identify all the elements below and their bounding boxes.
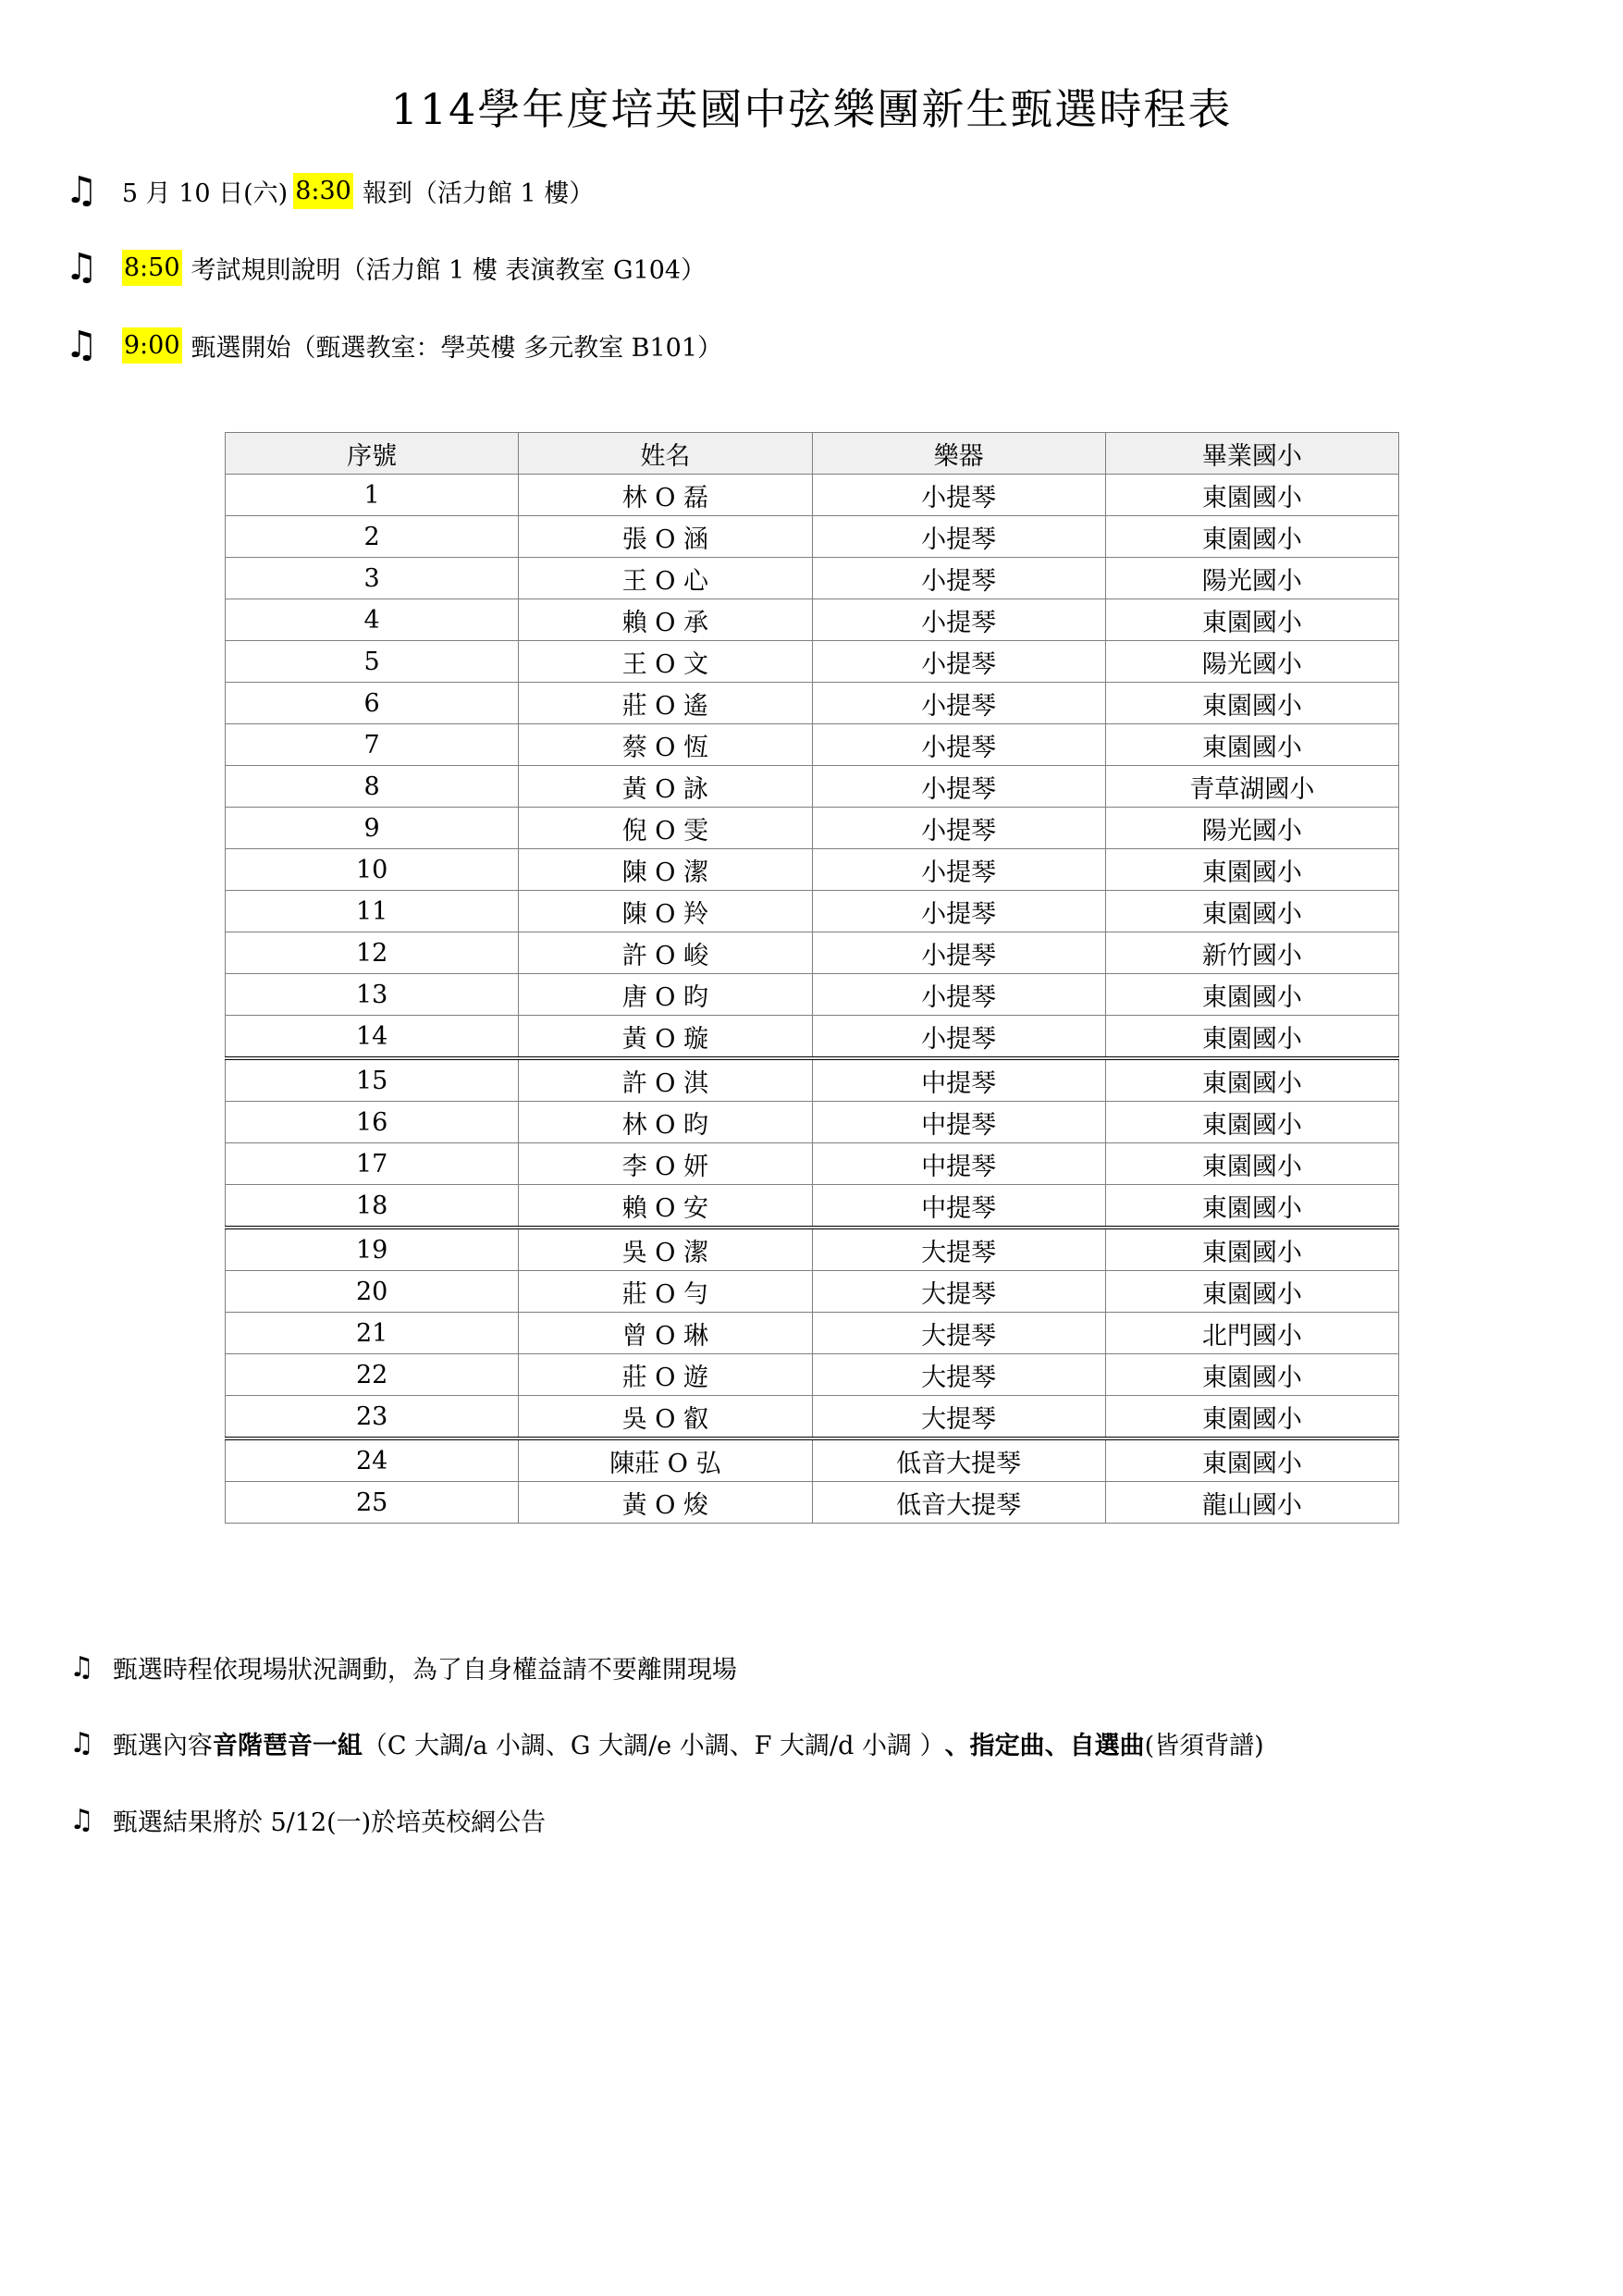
cell-name: 林 O 昀 [519,1102,812,1143]
table-row [226,891,1399,932]
cell-number: 4 [226,599,519,641]
cell-name: 吳 O 潔 [519,1228,812,1271]
cell-school: 東園國小 [1105,974,1398,1016]
table-row [226,1482,1399,1524]
cell-number: 3 [226,558,519,599]
table-row [226,1271,1399,1313]
cell-instrument: 低音大提琴 [812,1482,1105,1524]
cell-name: 莊 O 遊 [519,1354,812,1396]
cell-instrument: 小提琴 [812,932,1105,974]
schedule-time-highlight: 9:00 [122,327,182,364]
cell-instrument: 小提琴 [812,599,1105,641]
cell-school: 東園國小 [1105,1228,1398,1271]
cell-number: 7 [226,724,519,766]
cell-number: 9 [226,808,519,849]
cell-name: 林 O 磊 [519,475,812,516]
footnote-bold-scales: 音階琶音一組 [212,1731,363,1760]
audition-table [225,432,1399,1524]
music-note-icon: ♫ [69,1726,94,1759]
music-note-icon: ♫ [65,246,98,289]
cell-school: 東園國小 [1105,891,1398,932]
cell-instrument: 中提琴 [812,1058,1105,1102]
table-row [226,1058,1399,1102]
cell-name: 陳 O 羚 [519,891,812,932]
cell-school: 陽光國小 [1105,808,1398,849]
table-row [226,475,1399,516]
cell-name: 陳 O 潔 [519,849,812,891]
footnote-bold-pieces: 、指定曲、自選曲 [944,1731,1145,1760]
cell-name: 王 O 文 [519,641,812,683]
cell-school: 青草湖國小 [1105,766,1398,808]
cell-instrument: 低音大提琴 [812,1438,1105,1482]
table-row [226,599,1399,641]
cell-name: 莊 O 勻 [519,1271,812,1313]
header-school: 畢業國小 [1105,433,1398,475]
table-row [226,1354,1399,1396]
cell-number: 19 [226,1228,519,1271]
schedule-text: 考試規則說明（活力館 1 樓 表演教室 G104） [191,255,707,285]
cell-instrument: 小提琴 [812,516,1105,558]
cell-school: 東園國小 [1105,849,1398,891]
cell-instrument: 小提琴 [812,849,1105,891]
cell-number: 11 [226,891,519,932]
cell-name: 王 O 心 [519,558,812,599]
table-row [226,641,1399,683]
cell-school: 龍山國小 [1105,1482,1398,1524]
table-row [226,849,1399,891]
music-note-icon: ♫ [65,324,98,366]
footnote-schedule [69,1648,737,1685]
header-name: 姓名 [519,433,812,475]
table-row [226,974,1399,1016]
cell-number: 25 [226,1482,519,1524]
cell-name: 陳莊 O 弘 [519,1438,812,1482]
table-row [226,766,1399,808]
cell-instrument: 小提琴 [812,808,1105,849]
table-row [226,724,1399,766]
footnote-results [69,1801,546,1838]
music-note-icon: ♫ [69,1803,94,1836]
table-row [226,1143,1399,1185]
cell-instrument: 小提琴 [812,891,1105,932]
cell-number: 15 [226,1058,519,1102]
cell-name: 許 O 淇 [519,1058,812,1102]
cell-instrument: 中提琴 [812,1102,1105,1143]
cell-instrument: 中提琴 [812,1185,1105,1228]
table-row [226,558,1399,599]
cell-number: 12 [226,932,519,974]
cell-school: 東園國小 [1105,1058,1398,1102]
cell-number: 20 [226,1271,519,1313]
table-row [226,808,1399,849]
cell-number: 24 [226,1438,519,1482]
table-row [226,1102,1399,1143]
music-note-icon: ♫ [65,169,98,212]
cell-school: 東園國小 [1105,1185,1398,1228]
music-note-icon: ♫ [69,1650,94,1684]
cell-name: 蔡 O 恆 [519,724,812,766]
cell-school: 東園國小 [1105,599,1398,641]
cell-school: 東園國小 [1105,1438,1398,1482]
schedule-item-start [65,324,722,366]
schedule-time-highlight: 8:30 [293,173,353,209]
cell-name: 賴 O 安 [519,1185,812,1228]
cell-instrument: 小提琴 [812,683,1105,724]
cell-name: 唐 O 昀 [519,974,812,1016]
cell-school: 東園國小 [1105,1271,1398,1313]
schedule-text: 報到（活力館 1 樓） [362,179,595,208]
cell-school: 陽光國小 [1105,641,1398,683]
cell-number: 17 [226,1143,519,1185]
cell-name: 張 O 涵 [519,516,812,558]
table-row [226,1016,1399,1059]
table-row [226,1313,1399,1354]
cell-number: 2 [226,516,519,558]
schedule-item-checkin [65,169,594,212]
schedule-time-highlight: 8:50 [122,250,182,286]
cell-name: 李 O 妍 [519,1143,812,1185]
footnote-text: 甄選內容 [112,1731,213,1760]
cell-number: 13 [226,974,519,1016]
footnote-content [69,1724,1264,1761]
cell-instrument: 小提琴 [812,558,1105,599]
cell-name: 吳 O 叡 [519,1396,812,1439]
cell-instrument: 大提琴 [812,1313,1105,1354]
cell-number: 6 [226,683,519,724]
cell-instrument: 大提琴 [812,1396,1105,1439]
cell-instrument: 小提琴 [812,724,1105,766]
table-row [226,1438,1399,1482]
schedule-item-rules [65,246,706,289]
footnote-text: 甄選結果將於 5/12(一)於培英校網公告 [112,1808,547,1837]
cell-school: 東園國小 [1105,724,1398,766]
cell-school: 東園國小 [1105,1102,1398,1143]
cell-school: 東園國小 [1105,1396,1398,1439]
cell-number: 5 [226,641,519,683]
cell-school: 東園國小 [1105,1354,1398,1396]
footnote-memorize: (皆須背譜) [1144,1731,1264,1760]
cell-name: 倪 O 雯 [519,808,812,849]
cell-number: 8 [226,766,519,808]
cell-number: 23 [226,1396,519,1439]
cell-school: 東園國小 [1105,1016,1398,1059]
cell-school: 東園國小 [1105,1143,1398,1185]
cell-school: 新竹國小 [1105,932,1398,974]
cell-number: 14 [226,1016,519,1059]
table-row [226,1228,1399,1271]
cell-number: 16 [226,1102,519,1143]
cell-school: 東園國小 [1105,683,1398,724]
cell-instrument: 小提琴 [812,641,1105,683]
cell-school: 北門國小 [1105,1313,1398,1354]
table-row [226,1185,1399,1228]
cell-instrument: 小提琴 [812,974,1105,1016]
cell-name: 莊 O 遙 [519,683,812,724]
table-header-row [226,433,1399,475]
cell-number: 21 [226,1313,519,1354]
footnote-text: 甄選時程依現場狀況調動，為了自身權益請不要離開現場 [112,1655,737,1685]
cell-instrument: 小提琴 [812,766,1105,808]
table-row [226,516,1399,558]
cell-name: 黃 O 焌 [519,1482,812,1524]
schedule-text: 甄選開始（甄選教室：學英樓 多元教室 B101） [191,333,723,363]
footnote-keys: （C 大調/a 小調、G 大調/e 小調、F 大調/d 小調 ） [362,1731,945,1760]
cell-instrument: 小提琴 [812,475,1105,516]
cell-instrument: 大提琴 [812,1271,1105,1313]
cell-name: 曾 O 琳 [519,1313,812,1354]
cell-instrument: 小提琴 [812,1016,1105,1059]
cell-name: 賴 O 承 [519,599,812,641]
cell-name: 許 O 峻 [519,932,812,974]
header-instrument: 樂器 [812,433,1105,475]
page-title: 114學年度培英國中弦樂團新生甄選時程表 [390,84,1233,134]
header-number: 序號 [226,433,519,475]
cell-instrument: 大提琴 [812,1354,1105,1396]
table-row [226,683,1399,724]
cell-school: 東園國小 [1105,516,1398,558]
cell-school: 陽光國小 [1105,558,1398,599]
cell-number: 18 [226,1185,519,1228]
cell-number: 1 [226,475,519,516]
cell-number: 10 [226,849,519,891]
cell-name: 黃 O 璇 [519,1016,812,1059]
cell-school: 東園國小 [1105,475,1398,516]
table-row [226,932,1399,974]
cell-number: 22 [226,1354,519,1396]
cell-name: 黃 O 詠 [519,766,812,808]
cell-instrument: 大提琴 [812,1228,1105,1271]
table-row [226,1396,1399,1439]
schedule-date: 5 月 10 日(六) [121,179,289,208]
table-body [226,475,1399,1524]
cell-instrument: 中提琴 [812,1143,1105,1185]
